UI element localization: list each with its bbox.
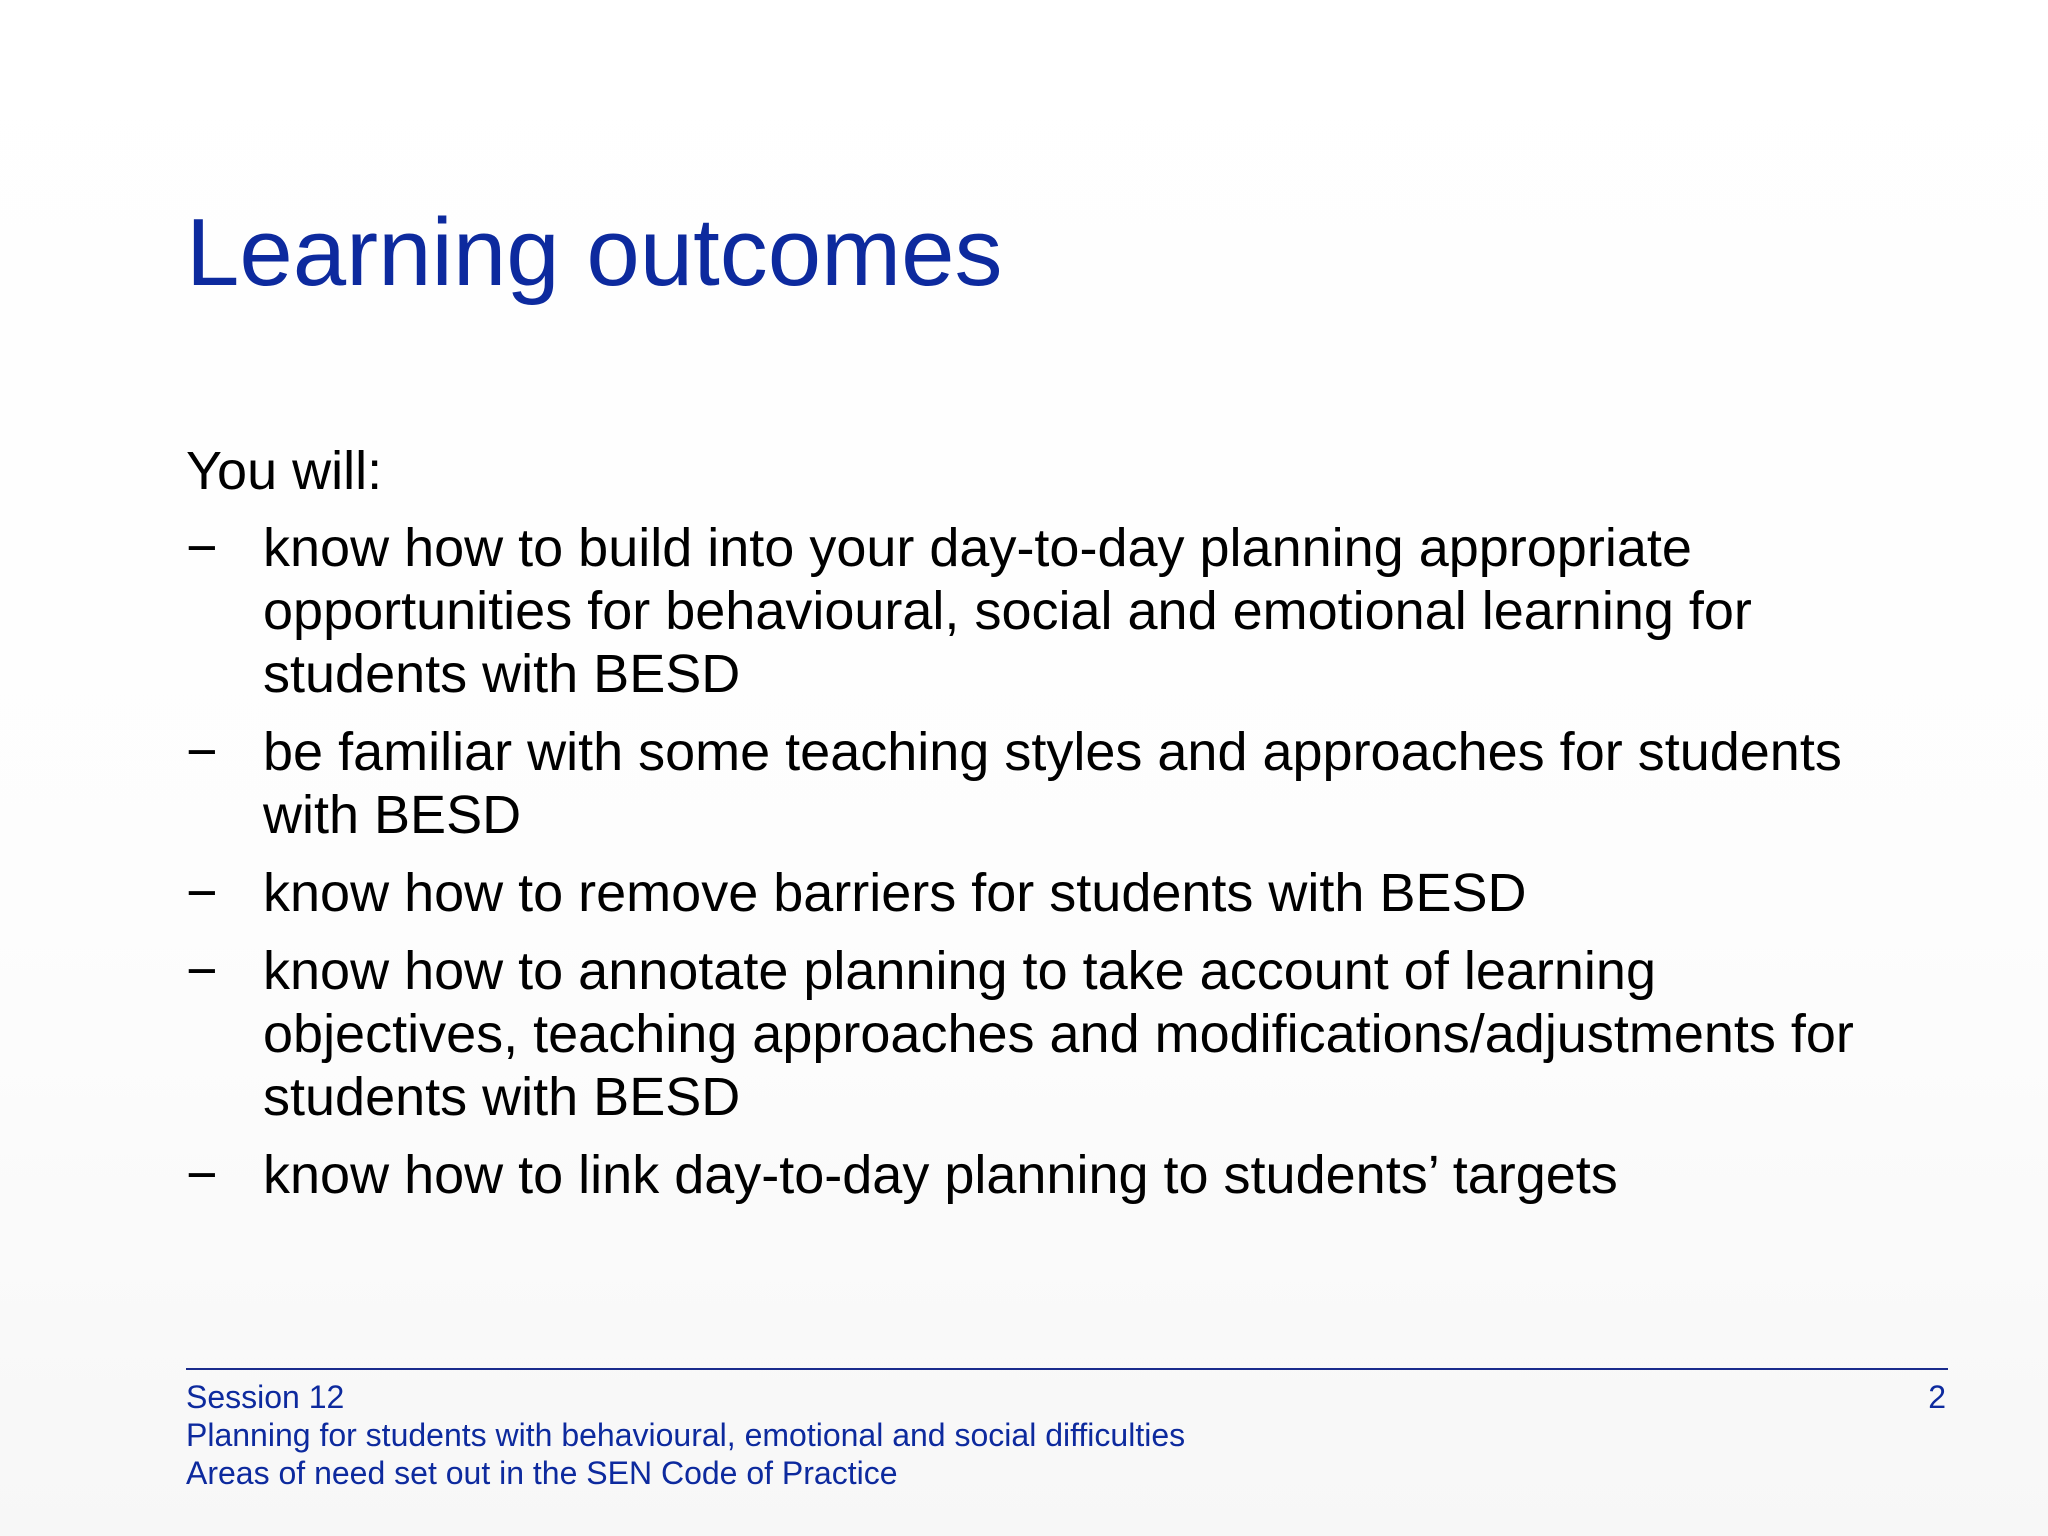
outcome-text: know how to remove barriers for students with BESD [263,863,1527,923]
outcome-item [186,1144,1906,1207]
outcome-item [186,862,1906,925]
outcome-item [186,517,1906,706]
footer-module-title: Planning for students with behavioural, emotional and social difficulties [186,1417,1186,1453]
slide-title: Learning outcomes [186,199,1003,306]
bullet-dash: − [186,518,218,578]
page-number: 2 [1928,1379,1946,1415]
footer-session: Session 12 [186,1379,345,1415]
bullet-dash: − [186,722,218,782]
outcome-text: be familiar with some teaching styles and approaches for students with BESD [263,722,1842,845]
outcome-text: know how to link day-to-day planning to students’ targets [263,1145,1618,1205]
outcome-item [186,940,1906,1129]
footer-divider [186,1368,1948,1370]
slide-body [186,440,1906,1222]
bullet-dash: − [186,863,218,923]
bullet-dash: − [186,1145,218,1205]
slide-footer [186,1378,1185,1492]
intro-text: You will: [186,441,383,501]
outcome-text: know how to build into your day-to-day planning appropriate opportunities for behavioural, social and emotional learning for students with BESD [263,518,1752,704]
footer-area: Areas of need set out in the SEN Code of Practice [186,1455,898,1491]
outcome-text: know how to annotate planning to take account of learning objectives, teaching approaches and modifications/adjustments for students with BESD [263,941,1854,1127]
outcomes-list [186,517,1906,1207]
bullet-dash: − [186,941,218,1001]
outcome-item [186,721,1906,847]
